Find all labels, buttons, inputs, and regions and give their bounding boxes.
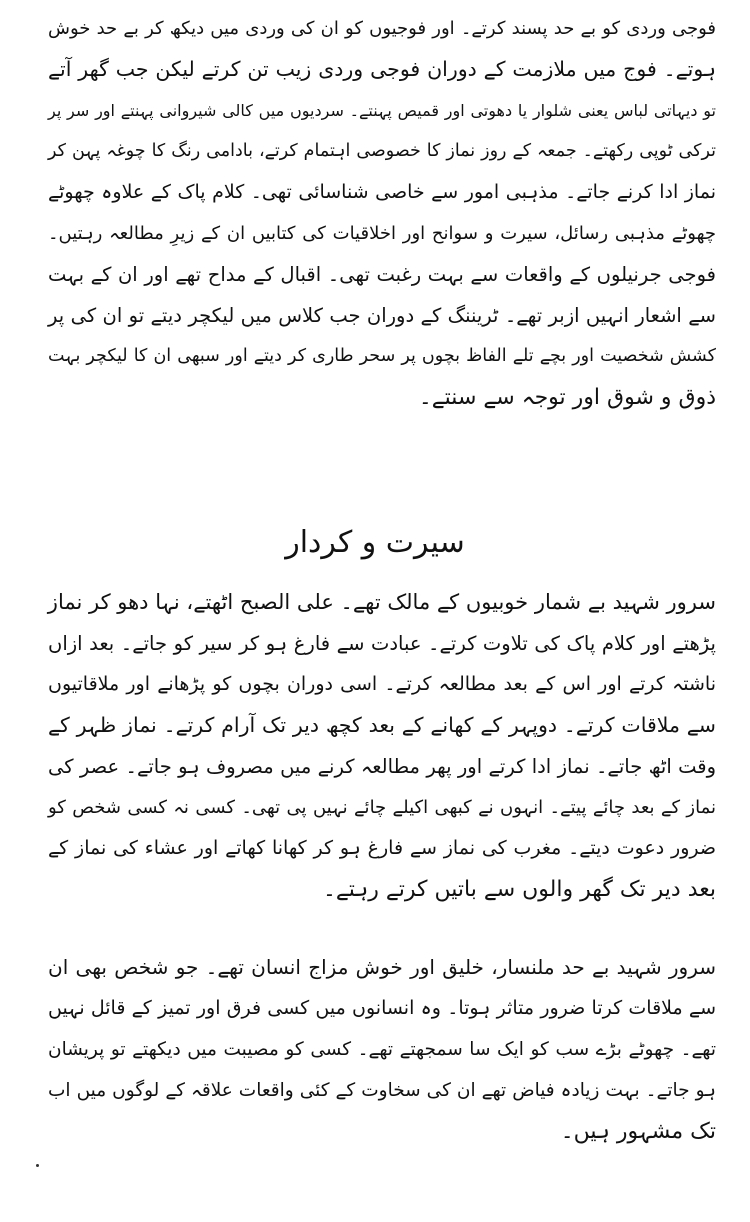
text-line: ضرور دعوت دیتے۔ مغرب کی نماز سے فارغ ہو کر کھانا کھاتے اور عشاء کی نماز کے <box>48 837 716 859</box>
text-line: ذوق و شوق اور توجہ سے سنتے۔ <box>418 385 716 410</box>
text-line: سے ملاقات کرتے۔ دوپہر کے کھانے کے بعد کچھ دیر تک آرام کرتے۔ نماز ظہر کے <box>48 713 716 737</box>
text-line: فوجی وردی کو بے حد پسند کرتے۔ اور فوجیوں کو ان کی وردی میں دیکھ کر بے حد خوش <box>48 18 716 39</box>
text-line: سے اشعار انہیں ازبر تھے۔ ٹریننگ کے دوران جب کلاس میں لیکچر دیتے تو ان کی پر <box>48 304 716 327</box>
text-line: فوجی جرنیلوں کے واقعات سے بہت رغبت تھی۔ اقبال کے مداح تھے اور ان کے بہت <box>48 263 716 286</box>
section-heading: سیرت و کردار <box>285 525 465 560</box>
text-line: ہو جاتے۔ بہت زیادہ فیاض تھے ان کی سخاوت کے کئی واقعات علاقہ کے لوگوں میں اب <box>48 1080 716 1101</box>
paragraph-daily-routine <box>48 582 716 910</box>
text-line: سرور شہید بے حد ملنسار، خلیق اور خوش مزاج انسان تھے۔ جو شخص بھی ان <box>48 955 716 979</box>
text-line: تو دیہاتی لباس یعنی شلوار یا دھوتی اور قمیص پہنتے۔ سردیوں میں کالی شیروانی پہنتے اور سر پر <box>48 101 716 120</box>
text-line: پڑھتے اور کلام پاک کی تلاوت کرتے۔ عبادت سے فارغ ہو کر سیر کو جاتے۔ بعد ازاں <box>48 632 716 655</box>
text-line: وقت اٹھ جاتے۔ نماز ادا کرتے اور پھر مطالعہ کرنے میں مصروف ہو جاتے۔ عصر کی <box>48 755 716 778</box>
text-line: سرور شہید بے شمار خوبیوں کے مالک تھے۔ علی الصبح اٹھتے، نہا دھو کر نماز <box>47 590 716 614</box>
text-line: ترکی ٹوپی رکھتے۔ جمعہ کے روز نماز کا خصوصی اہتمام کرتے، بادامی رنگ کا چوغہ پہن کر <box>48 141 716 161</box>
paragraph-character <box>48 947 716 1152</box>
text-line: نماز ادا کرنے جاتے۔ مذہبی امور سے خاصی شناسائی تھی۔ کلام پاک کے علاوہ چھوٹے <box>48 181 716 203</box>
stray-dot <box>36 1164 39 1167</box>
text-line: نماز کے بعد چائے پیتے۔ انہوں نے کبھی اکیلے چائے نہیں پی تھی۔ کسی نہ کسی شخص کو <box>48 797 716 818</box>
text-line: تھے۔ چھوٹے بڑے سب کو ایک سا سمجھتے تھے۔ کسی کو مصیبت میں دیکھتے تو پریشان <box>48 1039 716 1060</box>
text-line: سے ملاقات کرتا ضرور متاثر ہوتا۔ وہ انسانوں میں کسی فرق اور تمیز کے قائل نہیں <box>48 997 716 1019</box>
text-line: کشش شخصیت اور بچے تلے الفاظ بچوں پر سحر طاری کر دیتے اور سبھی ان کا لیکچر بہت <box>48 346 716 366</box>
text-line: تک مشہور ہیں۔ <box>560 1119 716 1144</box>
paragraph-uniform-and-habits <box>48 8 716 418</box>
text-line: بعد دیر تک گھر والوں سے باتیں کرتے رہتے۔ <box>322 877 716 902</box>
text-line: ہوتے۔ فوج میں ملازمت کے دوران فوجی وردی زیب تن کرتے لیکن جب گھر آتے <box>48 57 716 81</box>
text-line: ناشتہ کرتے اور اس کے بعد مطالعہ کرتے۔ اسی دوران بچوں کو پڑھانے اور ملاقاتیوں <box>48 673 716 695</box>
text-line: چھوٹے مذہبی رسائل، سیرت و سوانح اور اخلاقیات کی کتابیں ان کے زیرِ مطالعہ رہتیں۔ <box>48 223 716 244</box>
